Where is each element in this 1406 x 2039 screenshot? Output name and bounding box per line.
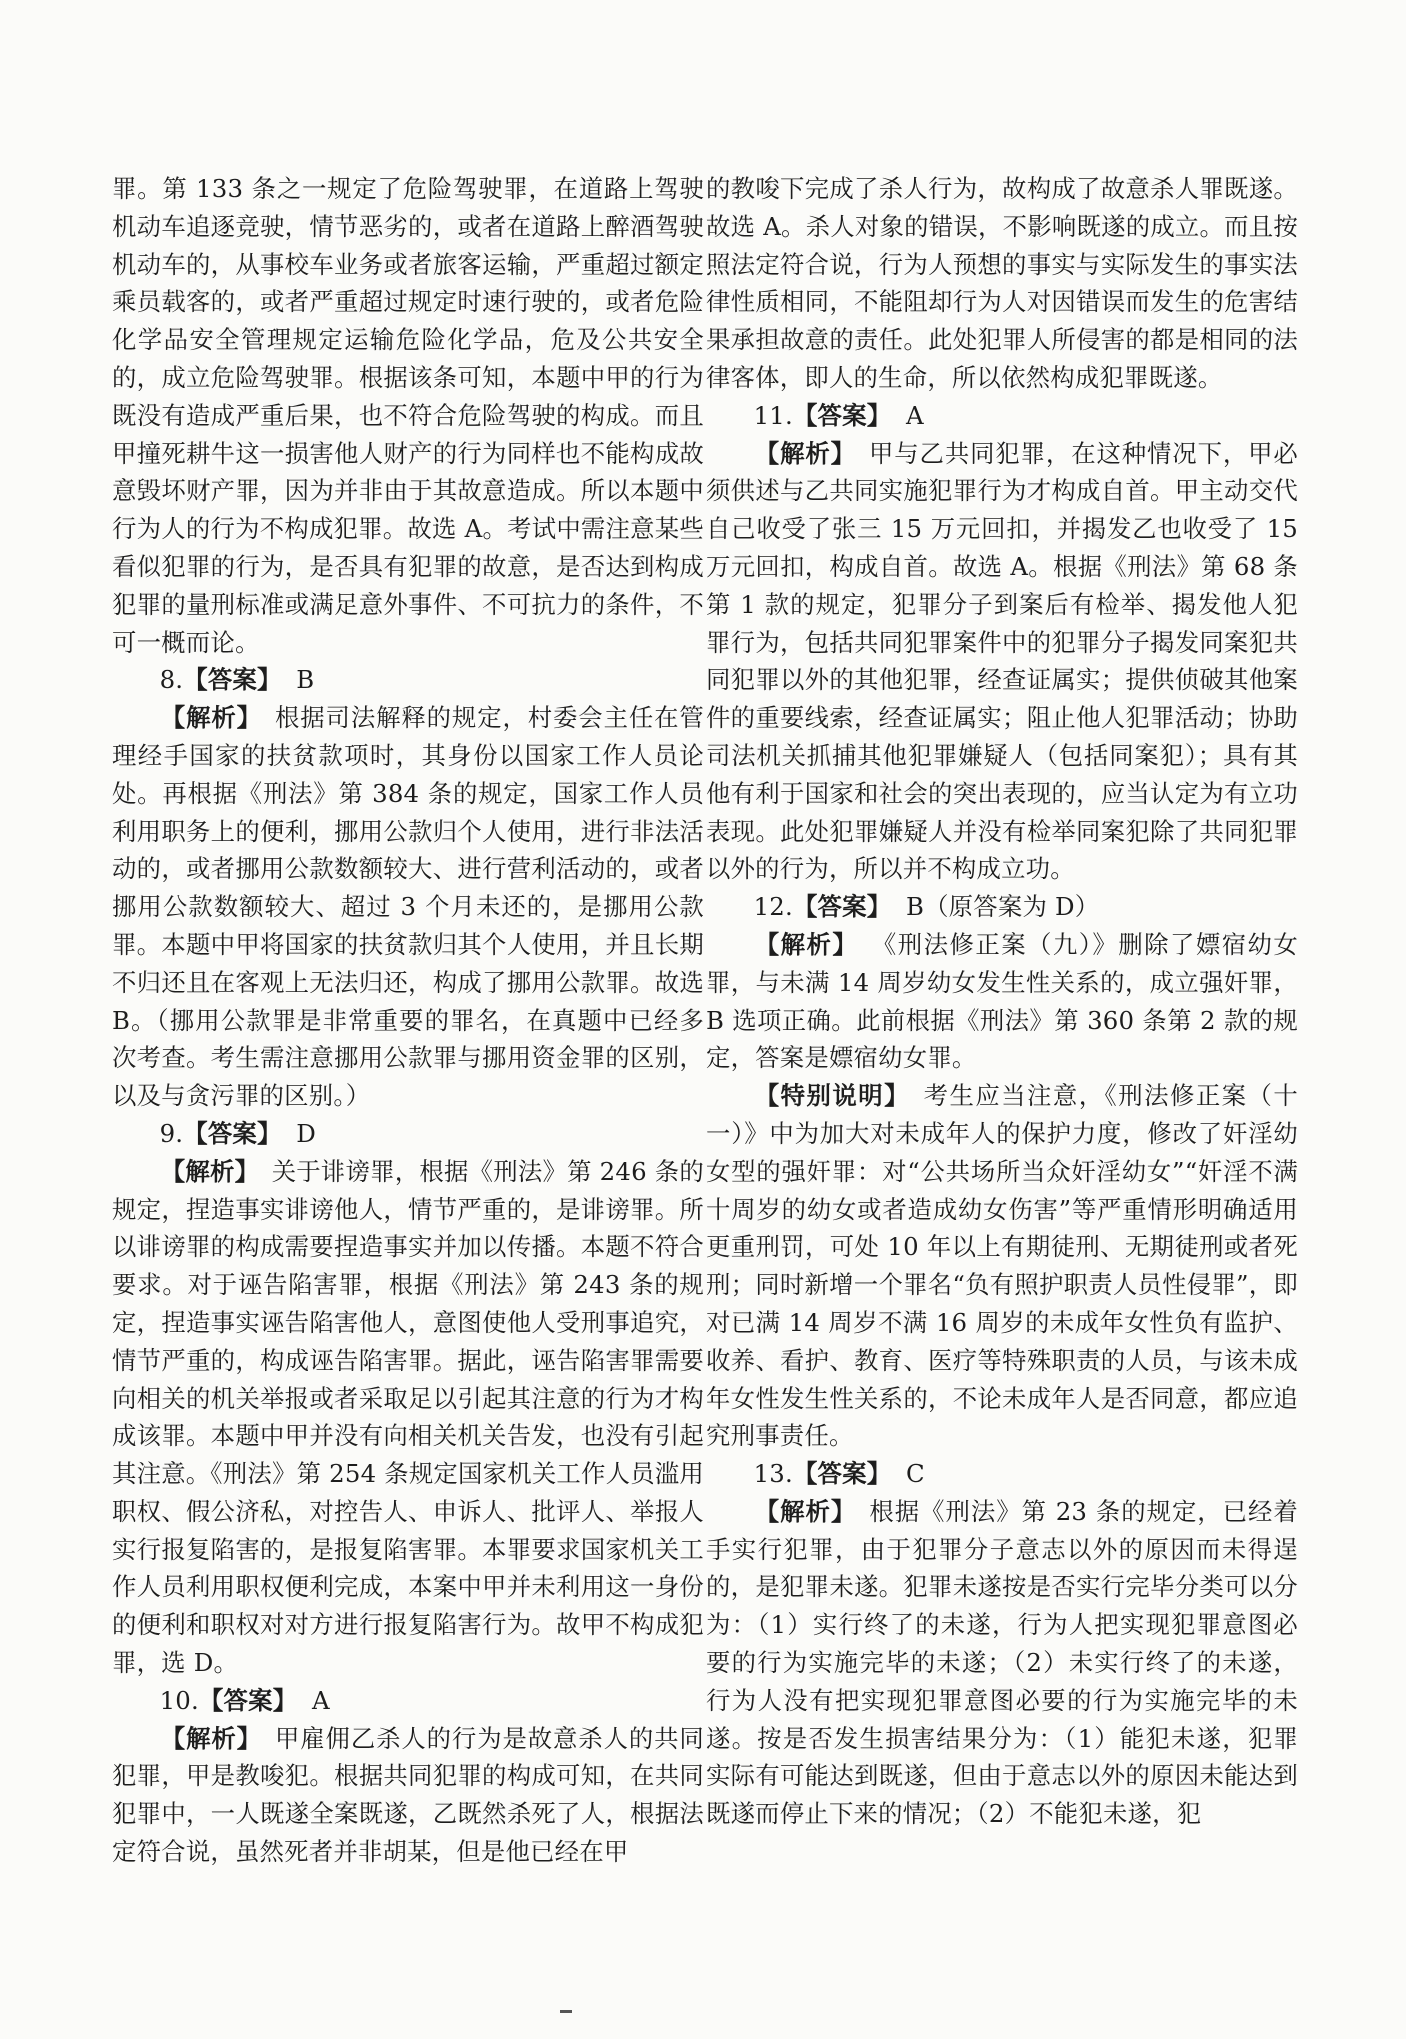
- analysis-label: 【解析】: [160, 703, 262, 733]
- right-text-column: [706, 170, 1298, 1833]
- answer-value: A: [905, 400, 924, 430]
- answer-heading: [706, 888, 1298, 926]
- answer-value: B（原答案为 D）: [905, 892, 1100, 922]
- body-paragraph: [706, 170, 1298, 397]
- paragraph-text: 甲与乙共同犯罪，在这种情况下，甲必须供述与乙共同实施犯罪行为才构成自首。甲主动交代自己收受了张三 15 万元回扣，并揭发乙也收受了 15 万元回扣，构成自首。故选 A。根据《刑法》第 68 条第 1 款的规定，犯罪分子到案后有检举、揭发他人犯罪行为，包括共同犯罪案件中的犯罪分子揭发同案犯共同犯罪以外的其他犯罪，经查证属实；提供侦破其他案件的重要线索，经查证属实；阻止他人犯罪活动；协助司法机关抓捕其他犯罪嫌疑人（包括同案犯）；具有其他有利于国家和社会的突出表现的，应当认定为有立功表现。此处犯罪嫌疑人并没有检举同案犯除了共同犯罪以外的行为，所以并不构成立功。: [706, 438, 1298, 884]
- answer-heading: [112, 1115, 704, 1153]
- paragraph-text: 考生应当注意，《刑法修正案（十一）》中为加大对未成年人的保护力度，修改了奸淫幼女型的强奸罪：对“公共场所当众奸淫幼女”“奸淫不满十周岁的幼女或者造成幼女伤害”等严重情形明确适用更重刑罚，可处 10 年以上有期徒刑、无期徒刑或者死刑；同时新增一个罪名“负有照护职责人员性侵罪”，即对已满 14 周岁不满 16 周岁的未成年女性负有监护、收养、看护、教育、医疗等特殊职责的人员，与该未成年女性发生性关系的，不论未成年人是否同意，都应追究刑事责任。: [706, 1081, 1298, 1451]
- paragraph-text: 根据司法解释的规定，村委会主任在管理经手国家的扶贫款项时，其身份以国家工作人员论处。再根据《刑法》第 384 条的规定，国家工作人员利用职务上的便利，挪用公款归个人使用，进行非法活动的，或者挪用公款数额较大、进行营利活动的，或者挪用公款数额较大、超过 3 个月未还的，是挪用公款罪。本题中甲将国家的扶贫款归其个人使用，并且长期不归还且在客观上无法归还，构成了挪用公款罪。故选 B。（挪用公款罪是非常重要的罪名，在真题中已经多次考查。考生需注意挪用公款罪与挪用资金罪的区别，以及与贪污罪的区别。）: [112, 703, 704, 1111]
- answer-label: 【答案】: [198, 1685, 298, 1715]
- analysis-paragraph: [706, 1077, 1298, 1455]
- question-number: 10.: [159, 1685, 199, 1715]
- answer-label: 【答案】: [792, 400, 892, 430]
- analysis-paragraph: [112, 699, 704, 1115]
- analysis-label: 【解析】: [754, 1496, 857, 1526]
- analysis-label: 【解析】: [754, 929, 859, 959]
- left-text-column: [112, 170, 704, 1871]
- question-number: 13.: [753, 1459, 793, 1489]
- paragraph-text: 的教唆下完成了杀人行为，故构成了故意杀人罪既遂。故选 A。杀人对象的错误，不影响既遂的成立。而且按照法定符合说，行为人预想的事实与实际发生的事实法律性质相同，不能阻却行为人对因错误而发生的危害结果承担故意的责任。此处犯罪人所侵害的都是相同的法律客体，即人的生命，所以依然构成犯罪既遂。: [706, 174, 1298, 392]
- analysis-paragraph: [112, 1720, 704, 1871]
- answer-heading: [112, 661, 704, 699]
- answer-label: 【答案】: [792, 1459, 892, 1489]
- analysis-paragraph: [706, 926, 1298, 1077]
- question-number: 9.: [159, 1118, 184, 1148]
- answer-value: B: [296, 665, 315, 695]
- question-number: 11.: [753, 400, 793, 430]
- analysis-label: 【特别说明】: [754, 1081, 910, 1111]
- answer-value: C: [905, 1459, 925, 1489]
- answer-heading: [706, 397, 1298, 435]
- paragraph-text: 甲雇佣乙杀人的行为是故意杀人的共同犯罪，甲是教唆犯。根据共同犯罪的构成可知，在共同犯罪中，一人既遂全案既遂，乙既然杀死了人，根据法定符合说，虽然死者并非胡某，但是他已经在甲: [112, 1723, 704, 1867]
- analysis-paragraph: [706, 435, 1298, 889]
- paragraph-text: 罪。第 133 条之一规定了危险驾驶罪，在道路上驾驶机动车追逐竞驶，情节恶劣的，或者在道路上醉酒驾驶机动车的，从事校车业务或者旅客运输，严重超过额定乘员载客的，或者严重超过规定时速行驶的，或者危险化学品安全管理规定运输危险化学品，危及公共安全的，成立危险驾驶罪。根据该条可知，本题中甲的行为既没有造成严重后果，也不符合危险驾驶的构成。而且甲撞死耕牛这一损害他人财产的行为同样也不能构成故意毁坏财产罪，因为并非由于其故意造成。所以本题中行为人的行为不构成犯罪。故选 A。考试中需注意某些看似犯罪的行为，是否具有犯罪的故意，是否达到构成犯罪的量刑标准或满足意外事件、不可抗力的条件，不可一概而论。: [112, 174, 704, 657]
- analysis-label: 【解析】: [754, 438, 856, 468]
- analysis-label: 【解析】: [160, 1723, 262, 1753]
- answer-heading: [112, 1682, 704, 1720]
- page-footer-mark: [560, 2010, 572, 2013]
- analysis-paragraph: [112, 1153, 704, 1682]
- paragraph-text: 《刑法修正案（九）》删除了嫖宿幼女罪，与未满 14 周岁幼女发生性关系的，成立强奸罪，B 选项正确。此前根据《刑法》第 360 条第 2 款的规定，答案是嫖宿幼女罪。: [706, 929, 1298, 1073]
- answer-heading: [706, 1455, 1298, 1493]
- answer-label: 【答案】: [792, 892, 892, 922]
- analysis-paragraph: [706, 1493, 1298, 1833]
- paragraph-text: 关于诽谤罪，根据《刑法》第 246 条的规定，捏造事实诽谤他人，情节严重的，是诽谤罪。所以诽谤罪的构成需要捏造事实并加以传播。本题不符合要求。对于诬告陷害罪，根据《刑法》第 243 条的规定，捏造事实诬告陷害他人，意图使他人受刑事追究，情节严重的，构成诬告陷害罪。据此，诬告陷害罪需要向相关的机关举报或者采取足以引起其注意的行为才构成该罪。本题中甲并没有向相关机关告发，也没有引起其注意。《刑法》第 254 条规定国家机关工作人员滥用职权、假公济私，对控告人、申诉人、批评人、举报人实行报复陷害的，是报复陷害罪。本罪要求国家机关工作人员利用职权便利完成，本案中甲并未利用这一身份的便利和职权对对方进行报复陷害行为。故甲不构成犯罪，选 D。: [112, 1156, 704, 1678]
- body-paragraph: [112, 170, 704, 661]
- paragraph-text: 根据《刑法》第 23 条的规定，已经着手实行犯罪，由于犯罪分子意志以外的原因而未得逞的，是犯罪未遂。犯罪未遂按是否实行完毕分类可以分为：（1）实行终了的未遂，行为人把实现犯罪意图必要的行为实施完毕的未遂；（2）未实行终了的未遂，行为人没有把实现犯罪意图必要的行为实施完毕的未遂。按是否发生损害结果分为：（1）能犯未遂，犯罪实际有可能达到既遂，但由于意志以外的原因未能达到既遂而停止下来的情况；（2）不能犯未遂，犯: [706, 1496, 1298, 1829]
- answer-value: A: [311, 1685, 330, 1715]
- question-number: 12.: [753, 892, 793, 922]
- question-number: 8.: [159, 665, 184, 695]
- analysis-label: 【解析】: [160, 1156, 260, 1186]
- answer-label: 【答案】: [183, 665, 282, 695]
- answer-label: 【答案】: [183, 1118, 282, 1148]
- answer-value: D: [296, 1118, 317, 1148]
